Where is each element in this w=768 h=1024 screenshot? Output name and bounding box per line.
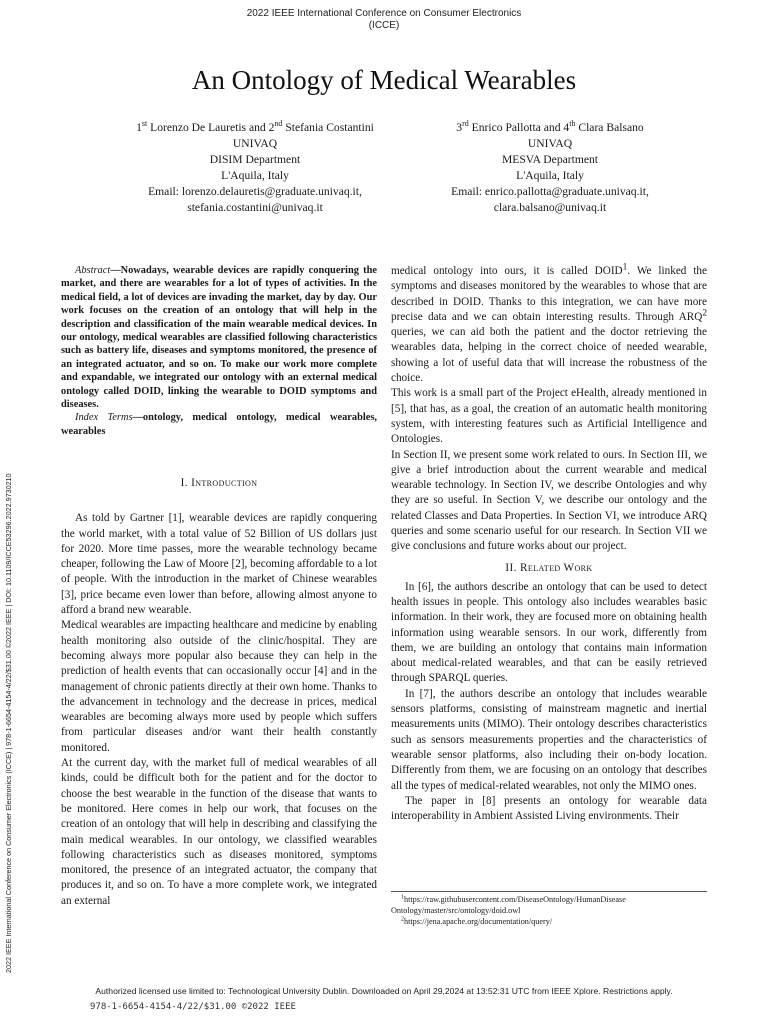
author-department: DISIM Department	[209, 153, 301, 166]
section-heading-introduction: I. Introduction	[180, 477, 258, 490]
paragraph: In [6], the authors describe an ontology that can be used to detect health issues in people. This ontology also includes wearables basic information. In their work, they are focused more on obtaining health information using wearable sensors. In our work, differently from them, we are building an ontology that contains main information about medical-related wearables, and that can be easily retrieved through SPARQL queries.	[391, 580, 707, 685]
isbn-copyright: 978-1-6654-4154-4/22/$31.00 ©2022 IEEE	[90, 1002, 296, 1012]
author-email[interactable]: Email: enrico.pallotta@graduate.univaq.it,	[451, 185, 649, 198]
author-email[interactable]: stefania.costantini@univaq.it	[187, 201, 323, 214]
right-column	[391, 264, 707, 824]
paragraph: As told by Gartner [1], wearable devices are rapidly conquering the world market, with a total value of 52 Billion of US dollars just for 2020. More time passes, more the wearable technology became cheaper, following the Law of Moore [2], becoming affordable to a lot of people. With the introduction in the market of Chinese wearables [3], price became even lower than before, allowing almost anyone to afford a brand new wearable.	[61, 512, 377, 617]
paragraph: medical ontology into ours, it is called DOID$^1$. We linked the symptoms and diseases monitored by the wearables to whose that are described in DOID. Thanks to this integration, we can have more precise data and we can obtain interesting results. Through ARQ$^2$ queries, we can aid both the patient and the doctor retrieving the wearables data, helping in the correct choice of needed wearable, showing a lot of useful data that will increase the robustness of the choice.	[391, 262, 707, 385]
author-email[interactable]: clara.balsano@univaq.it	[493, 201, 607, 214]
paragraph: At the current day, with the market full of medical wearables of all kinds, could be difficult both for the patient and for the doctor to choose the best wearable in the function of the disease that wants to be monitored. Here comes in help our work, that focuses on the creation of an ontology that will help in describing and classifying the main medical wearables. In our ontology, we classified wearables following characteristics such as diseases monitored, symptoms monitored, the presence of an integrated actuator, the company that produces it, and so on. To have a more complete work, we integrated an external	[61, 757, 377, 907]
author-location: L'Aquila, Italy	[221, 169, 289, 182]
paragraph: The paper in [8] presents an ontology for wearable data interoperability in Ambient Assisted Living environments. Their	[391, 794, 707, 823]
conference-acronym: (ICCE)	[368, 20, 400, 31]
author-block-left	[105, 120, 405, 216]
index-terms: Index Terms—ontology, medical ontology, medical wearables, wearables	[61, 412, 377, 437]
paper-title: An Ontology of Medical Wearables	[191, 65, 577, 95]
paragraph: In [7], the authors describe an ontology that includes wearable sensors platforms, consisting of mainstream magnetic and inertial measurements units (MIMO). Their ontology describes characteristics such as sensors measurements properties and the characteristics of wearable sensor platforms, also including their on-body location. Differently from them, we are focusing on an ontology that describes all the types of medical-related wearables, not only the MIMO ones.	[391, 687, 707, 792]
footnote-2: $^2$https://jena.apache.org/documentation/query/	[401, 916, 553, 926]
author-names: 1st Lorenzo De Lauretis and 2nd Stefania Costantini	[136, 119, 374, 134]
conference-name: 2022 IEEE International Conference on Consumer Electronics	[246, 8, 522, 19]
author-affiliation: UNIVAQ	[527, 137, 573, 150]
paragraph: This work is a small part of the Project eHealth, already mentioned in [5], that has, as a goal, the creation of an automatic health monitoring system, with interesting features such as Artificial Intelligence and Ontologies.	[391, 387, 707, 446]
author-affiliation: UNIVAQ	[232, 137, 278, 150]
author-block-right	[400, 120, 700, 216]
paragraph: Medical wearables are impacting healthcare and medicine by enabling health monitoring also outside of the clinic/hospital. They are becoming always more popular also because they can help in the prediction of health events that can occasionally occur [4] and in the management of chronic patients directly at their own home. Thanks to the advancement in technology and the decrease in prices, medical wearables are becoming always more used by people which suffers from particular diseases and/or want their health constantly monitored.	[61, 619, 377, 754]
doi-sidebar: 2022 IEEE International Conference on Consumer Electronics (ICCE) | 978-1-6654-4154-4/22/$31.00 ©2022 IEEE | DOI: 10.1109/ICCE53296.2022.9730210	[4, 473, 13, 973]
footnote-1: $^1$https://raw.githubusercontent.com/DiseaseOntology/HumanDisease Ontology/master/src/ontology/doid.owl	[391, 894, 626, 915]
author-email[interactable]: Email: lorenzo.delauretis@graduate.univaq.it,	[148, 185, 362, 198]
conference-header	[0, 8, 768, 32]
section-heading-related-work: II. Related Work	[505, 561, 593, 574]
footnotes	[391, 891, 707, 927]
license-notice: Authorized licensed use limited to: Technological University Dublin. Downloaded on April 29,2024 at 13:52:31 UTC from IEEE Xplore. Restrictions apply.	[95, 986, 673, 996]
left-column	[61, 264, 377, 909]
author-location: L'Aquila, Italy	[516, 169, 584, 182]
abstract: Abstract—Nowadays, wearable devices are rapidly conquering the market, and there are wearables for a lot of types of activities. In the medical field, a lot of devices are invading the market, day by day. Our work focuses on the creation of an ontology that will help in the description and classification of the main wearable medical devices. In our ontology, medical wearables are classified following characteristics such as battery life, diseases and symptoms monitored, the presence of an integrated actuator, and so on. To make our work more complete and expandable, we integrated our ontology with an external medical ontology called DOID, linking the wearable to DOID symptoms and diseases.	[61, 265, 377, 411]
author-names: 3rd Enrico Pallotta and 4th Clara Balsano	[456, 119, 644, 134]
author-department: MESVA Department	[501, 153, 599, 166]
paragraph: In Section II, we present some work related to ours. In Section III, we give a brief introduction about the current wearable and medical wearable technology. In Section IV, we describe Ontologies and why they are so useful. In Section V, we describe our ontology and the related Classes and Data Properties. In Section VI, we introduce ARQ queries and some scenario useful for our research. In Section VII we give conclusions and future works about our project.	[391, 448, 707, 553]
